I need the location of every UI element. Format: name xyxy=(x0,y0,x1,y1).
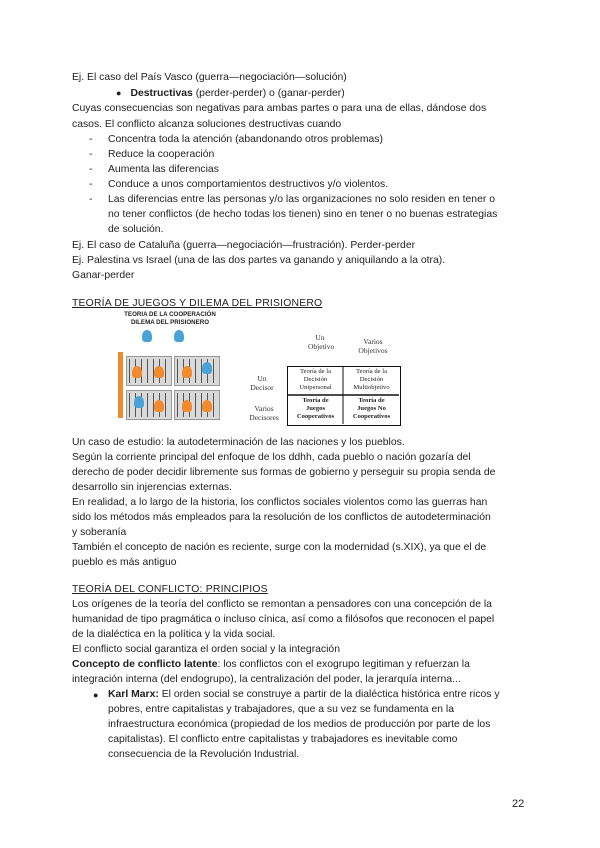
section-heading: TEORÍA DE JUEGOS Y DILEMA DEL PRISIONERO xyxy=(72,298,323,309)
list-item-cont: de solución. xyxy=(108,224,164,235)
text-line: Según la corriente principal del enfoque de los ddhh, cada pueblo o nación gozaría del xyxy=(72,452,471,463)
person-icon xyxy=(142,330,152,342)
text-line: Ganar-perder xyxy=(72,270,135,281)
text-line: pueblo es más antiguo xyxy=(72,557,177,568)
text-line: Un caso de estudio: la autodeterminación de las naciones y los pueblos. xyxy=(72,437,405,448)
matrix-row-header-line: Un xyxy=(257,374,267,383)
prisoner-icon xyxy=(202,400,212,412)
matrix-cell-line: Unipersonal xyxy=(299,383,332,391)
text-line: Cuyas consecuencias son negativas para ambas partes o para una de ellas, dándose dos xyxy=(72,103,487,114)
matrix-cell-line: Teoría de la xyxy=(299,368,332,375)
text-line: de la dialéctica en la política y la vida social. xyxy=(72,629,276,640)
person-icon xyxy=(202,362,212,374)
decision-matrix xyxy=(287,366,401,426)
list-item: Conduce a unos comportamientos destructivos y/o violentos. xyxy=(108,179,389,190)
jail-cell xyxy=(174,390,220,420)
text-line: También el concepto de nación es reciente, surge con la modernidad (s.XIX), ya que el de xyxy=(72,542,487,553)
text-line: sido los métodos más empleados para la resolución de los conflictos de autodeterminación xyxy=(72,512,491,523)
bullet-icon: ● xyxy=(116,88,122,98)
text-line: Los orígenes de la teoría del conflicto se remontan a pensadores con una concepción de la xyxy=(72,599,492,610)
jail-cell xyxy=(126,390,172,420)
figure-side-strip xyxy=(118,352,123,418)
matrix-col-header-line: Varios xyxy=(363,337,383,346)
matrix-row-header-line: Varios xyxy=(254,404,274,413)
matrix-row-header-line: Decisores xyxy=(249,413,279,422)
matrix-cell-line: Cooperativos xyxy=(296,412,335,420)
matrix-cell-line: Juegos xyxy=(305,404,326,412)
dash-icon: - xyxy=(89,134,93,145)
person-icon xyxy=(174,330,184,342)
matrix-col-header-line: Objetivos xyxy=(358,346,388,355)
matrix-cell-line: Teoría de la xyxy=(355,368,388,375)
matrix-cell xyxy=(288,368,343,391)
list-item xyxy=(116,86,345,101)
matrix-cell-line: Juegos No xyxy=(357,404,386,412)
text-line: El conflicto social garantiza el orden social y la integración xyxy=(72,644,340,655)
matrix-col-header xyxy=(308,333,335,351)
list-item: Concentra toda la atención (abandonando otros problemas) xyxy=(108,134,383,145)
prisoner-icon xyxy=(182,400,192,412)
figure-title: TEORIA DE LA COOPERACIÓN xyxy=(124,311,216,318)
text-span: (perder-perder) o (ganar-perder) xyxy=(192,88,345,99)
prisoner-icon xyxy=(182,366,192,378)
text-span: : los conflictos con el exogrupo legitiman y refuerzan la xyxy=(217,659,470,670)
prisoner-icon xyxy=(154,366,164,378)
dash-icon: - xyxy=(89,179,93,190)
list-item: Reduce la cooperación xyxy=(108,149,215,160)
matrix-cell xyxy=(344,368,399,391)
matrix-cell-line: Cooperativos xyxy=(352,412,391,420)
prisoner-dilemma-figure xyxy=(118,310,222,430)
text-line: En realidad, a lo largo de la historia, los conflictos sociales violentos como las guerras han xyxy=(72,497,488,508)
text-span: El orden social se construye a partir de la dialéctica histórica entre ricos y xyxy=(158,689,500,700)
matrix-cell xyxy=(288,397,343,420)
prisoner-icon xyxy=(132,366,142,378)
text-line: integración interna (del endogrupo), la centralización del poder, la jerarquía interna... xyxy=(72,674,461,685)
matrix-col-header-line: Un xyxy=(315,333,325,342)
text-line: Ej. Palestina vs Israel (una de las dos partes va ganando y aniquilando a la otra). xyxy=(72,255,446,266)
matrix-row-header-line: Decisor xyxy=(250,383,274,392)
matrix-cell-line: Teoría de xyxy=(358,397,385,404)
person-icon xyxy=(134,396,144,408)
text-line: humanidad de tipo pragmática o incluso cínica, así como a filósofos que reconocen el papel xyxy=(72,614,495,625)
bold-term: Karl Marx: xyxy=(108,689,159,700)
matrix-row-header xyxy=(247,374,277,392)
text-line: Ej. El caso del País Vasco (guerra—negociación—solución) xyxy=(72,72,347,83)
prisoner-icon xyxy=(154,400,164,412)
figure-subtitle: DILEMA DEL PRISIONERO xyxy=(130,319,210,326)
matrix-cell-line: Teoría de xyxy=(302,397,329,404)
dash-icon: - xyxy=(89,149,93,160)
bold-term: Concepto de conflicto latente xyxy=(72,659,218,670)
text-line: Ej. El caso de Cataluña (guerra—negociación—frustración). Perder-perder xyxy=(72,240,416,251)
list-item xyxy=(108,687,500,702)
list-item-cont: pobres, entre capitalistas y trabajadores, que a su vez se fundamenta en la xyxy=(108,704,454,715)
text-line: derecho de poder decidir libremente sus formas de gobierno y perseguir su propia senda de xyxy=(72,467,496,478)
text-line xyxy=(72,657,470,672)
matrix-cell xyxy=(344,397,399,420)
text-line: y soberanía xyxy=(72,527,127,538)
list-item: Aumenta las diferencias xyxy=(108,164,219,175)
dash-icon: - xyxy=(89,164,93,175)
matrix-cell-line: Decisión xyxy=(303,375,328,383)
matrix-cell-line: Decisión xyxy=(359,375,384,383)
text-line: desarrollo sin injerencias externas. xyxy=(72,482,232,493)
bold-term: Destructivas xyxy=(130,88,193,99)
jail-cell xyxy=(174,356,220,386)
list-item-cont: no tener conflictos (de hecho todas los tienen) sino en tener o no buenas estrategias xyxy=(108,209,498,220)
dash-icon: - xyxy=(89,194,93,205)
list-item: Las diferencias entre las personas y/o las organizaciones no solo residen en tener o xyxy=(108,194,495,205)
matrix-col-header xyxy=(358,337,388,355)
matrix-row-header xyxy=(247,404,281,422)
page-number: 22 xyxy=(512,798,525,810)
matrix-col-header-line: Objetivo xyxy=(308,342,335,351)
list-item-cont: capitalistas). El conflicto entre capitalistas y trabajadores es inevitable como xyxy=(108,734,458,745)
list-item-cont: consecuencia de la Revolución Industrial. xyxy=(108,749,300,760)
section-heading: TEORÍA DEL CONFLICTO: PRINCIPIOS xyxy=(72,584,268,595)
text-line: casos. El conflicto alcanza soluciones destructivas cuando xyxy=(72,119,342,130)
matrix-cell-line: Multiobjetivo xyxy=(353,383,390,391)
bullet-icon: ● xyxy=(93,690,99,700)
list-item-cont: infraestructura económica (propiedad de los medios de producción por parte de los xyxy=(108,719,491,730)
